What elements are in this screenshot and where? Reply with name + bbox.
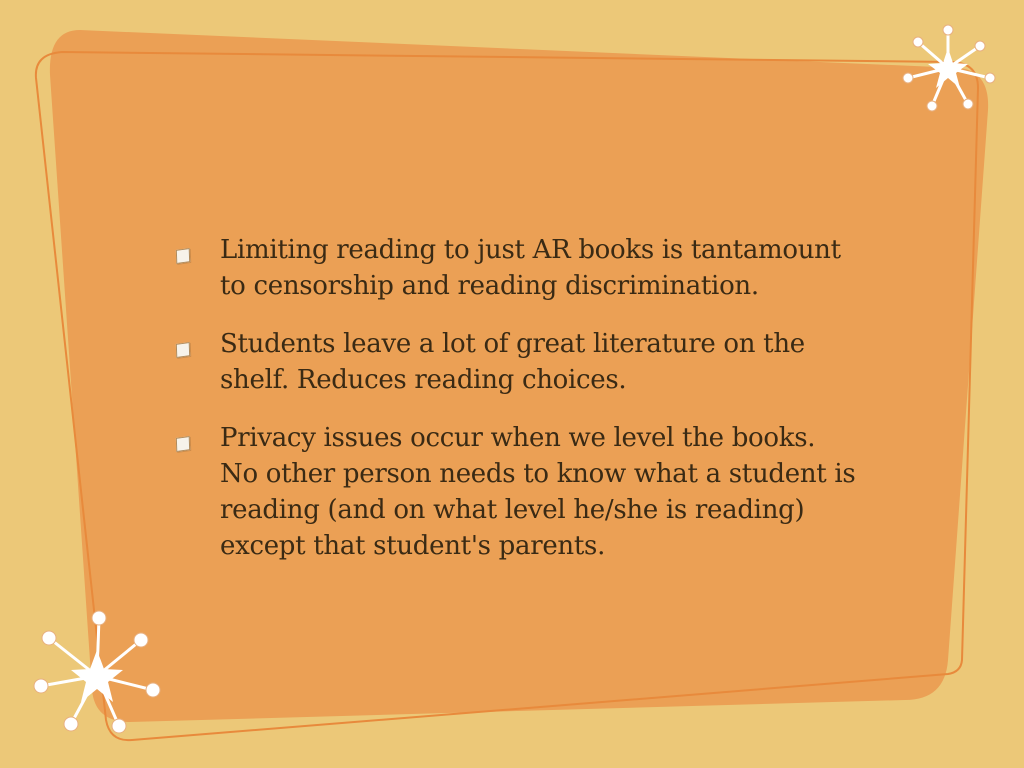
list-item bbox=[170, 326, 860, 398]
bullet-text: Limiting reading to just AR books is tantamount to censorship and reading discrimination. bbox=[220, 235, 841, 301]
bullet-square-icon bbox=[176, 248, 190, 264]
list-item bbox=[170, 420, 860, 564]
bullet-text: Privacy issues occur when we level the books. No other person needs to know what a student is reading (and on what level he/she is reading) except that student's parents. bbox=[220, 423, 856, 561]
bullet-list bbox=[170, 232, 860, 586]
bullet-square-icon bbox=[176, 342, 190, 358]
bullet-square-icon bbox=[176, 436, 190, 452]
bullet-text: Students leave a lot of great literature on the shelf. Reduces reading choices. bbox=[220, 329, 805, 395]
list-item bbox=[170, 232, 860, 304]
